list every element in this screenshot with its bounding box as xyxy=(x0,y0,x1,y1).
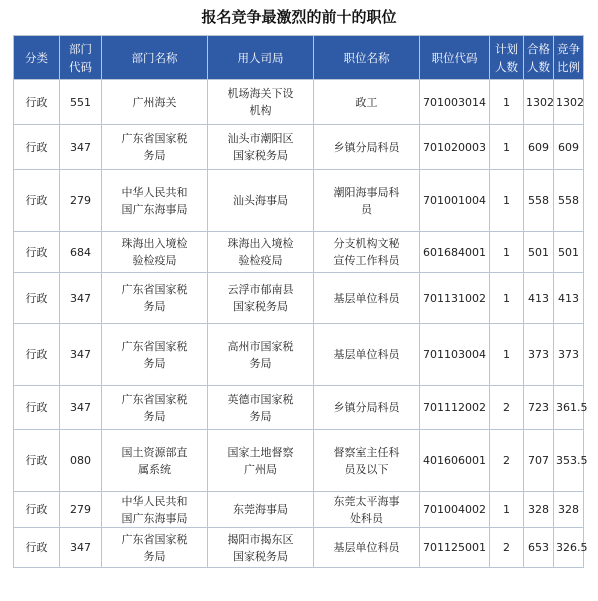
table-cell: 高州市国家税 务局 xyxy=(208,324,314,386)
table-cell: 413 xyxy=(554,273,584,324)
table-cell: 1 xyxy=(490,273,524,324)
table-cell: 广东省国家税 务局 xyxy=(102,125,208,170)
table-cell: 珠海出入境检 验检疫局 xyxy=(208,232,314,273)
table-cell: 653 xyxy=(524,528,554,568)
table-cell: 广东省国家税 务局 xyxy=(102,528,208,568)
table-cell: 机场海关下设 机构 xyxy=(208,80,314,125)
table-cell: 行政 xyxy=(14,273,60,324)
table-cell: 揭阳市揭东区 国家税务局 xyxy=(208,528,314,568)
table-cell: 乡镇分局科员 xyxy=(314,125,420,170)
table-cell: 行政 xyxy=(14,386,60,430)
table-cell: 行政 xyxy=(14,80,60,125)
column-header: 分类 xyxy=(14,36,60,80)
table-cell: 373 xyxy=(554,324,584,386)
table-cell: 723 xyxy=(524,386,554,430)
table-cell: 1302 xyxy=(524,80,554,125)
table-row xyxy=(14,492,584,528)
table-cell: 558 xyxy=(554,170,584,232)
table-cell: 广东省国家税 务局 xyxy=(102,324,208,386)
table-cell: 701001004 xyxy=(420,170,490,232)
table-cell: 328 xyxy=(554,492,584,528)
column-header: 竞争 比例 xyxy=(554,36,584,80)
table-cell: 2 xyxy=(490,528,524,568)
table-cell: 401606001 xyxy=(420,430,490,492)
table-cell: 501 xyxy=(524,232,554,273)
table-cell: 413 xyxy=(524,273,554,324)
table-cell: 326.5 xyxy=(554,528,584,568)
table-row xyxy=(14,324,584,386)
table-cell: 684 xyxy=(60,232,102,273)
table-row xyxy=(14,430,584,492)
table-cell: 东莞太平海事 处科员 xyxy=(314,492,420,528)
table-cell: 行政 xyxy=(14,324,60,386)
table-cell: 328 xyxy=(524,492,554,528)
table-cell: 国家土地督察 广州局 xyxy=(208,430,314,492)
table-cell: 英德市国家税 务局 xyxy=(208,386,314,430)
table-cell: 701125001 xyxy=(420,528,490,568)
table-cell: 609 xyxy=(524,125,554,170)
table-cell: 潮阳海事局科 员 xyxy=(314,170,420,232)
table-cell: 珠海出入境检 验检疫局 xyxy=(102,232,208,273)
table-cell: 行政 xyxy=(14,528,60,568)
table-row xyxy=(14,273,584,324)
column-header: 合格 人数 xyxy=(524,36,554,80)
table-cell: 1 xyxy=(490,324,524,386)
table-header-row xyxy=(14,36,584,80)
table-cell: 1 xyxy=(490,125,524,170)
table-cell: 501 xyxy=(554,232,584,273)
table-row xyxy=(14,232,584,273)
table-cell: 361.5 xyxy=(554,386,584,430)
table-cell: 分支机构文秘 宣传工作科员 xyxy=(314,232,420,273)
table-row xyxy=(14,170,584,232)
table-cell: 东莞海事局 xyxy=(208,492,314,528)
table-row xyxy=(14,386,584,430)
column-header: 计划 人数 xyxy=(490,36,524,80)
table-cell: 373 xyxy=(524,324,554,386)
table-cell: 广东省国家税 务局 xyxy=(102,386,208,430)
table-cell: 行政 xyxy=(14,430,60,492)
table-cell: 551 xyxy=(60,80,102,125)
table-body xyxy=(14,80,588,568)
table-cell: 1 xyxy=(490,80,524,125)
column-header: 部门名称 xyxy=(102,36,208,80)
table-row xyxy=(14,80,584,125)
table-cell: 汕头海事局 xyxy=(208,170,314,232)
column-header: 用人司局 xyxy=(208,36,314,80)
table-cell: 行政 xyxy=(14,125,60,170)
table-cell: 347 xyxy=(60,528,102,568)
table-cell: 080 xyxy=(60,430,102,492)
table-cell: 汕头市潮阳区 国家税务局 xyxy=(208,125,314,170)
table-cell: 2 xyxy=(490,430,524,492)
table-cell: 基层单位科员 xyxy=(314,273,420,324)
table-cell: 广州海关 xyxy=(102,80,208,125)
table-cell: 347 xyxy=(60,324,102,386)
table-cell: 707 xyxy=(524,430,554,492)
table-cell: 353.5 xyxy=(554,430,584,492)
table-cell: 基层单位科员 xyxy=(314,324,420,386)
table-cell: 云浮市郁南县 国家税务局 xyxy=(208,273,314,324)
table-cell: 609 xyxy=(554,125,584,170)
column-header: 职位代码 xyxy=(420,36,490,80)
table-row xyxy=(14,528,584,568)
page-title: 报名竞争最激烈的前十的职位 xyxy=(201,8,397,26)
table-cell: 乡镇分局科员 xyxy=(314,386,420,430)
table-cell: 347 xyxy=(60,273,102,324)
table-cell: 1302 xyxy=(554,80,584,125)
table-cell: 行政 xyxy=(14,232,60,273)
table-cell: 中华人民共和 国广东海事局 xyxy=(102,170,208,232)
table-cell: 行政 xyxy=(14,492,60,528)
table-cell: 701131002 xyxy=(420,273,490,324)
table-cell: 279 xyxy=(60,170,102,232)
table-cell: 行政 xyxy=(14,170,60,232)
table-cell: 701004002 xyxy=(420,492,490,528)
table-cell: 558 xyxy=(524,170,554,232)
column-header: 职位名称 xyxy=(314,36,420,80)
table-cell: 广东省国家税 务局 xyxy=(102,273,208,324)
positions-table xyxy=(13,35,588,568)
table-row xyxy=(14,125,584,170)
table-cell: 347 xyxy=(60,125,102,170)
table-cell: 601684001 xyxy=(420,232,490,273)
table-cell: 701103004 xyxy=(420,324,490,386)
table-cell: 347 xyxy=(60,386,102,430)
table-cell: 政工 xyxy=(314,80,420,125)
table-cell: 701003014 xyxy=(420,80,490,125)
table-cell: 279 xyxy=(60,492,102,528)
table-cell: 2 xyxy=(490,386,524,430)
table-cell: 1 xyxy=(490,232,524,273)
table-cell: 国土资源部直 属系统 xyxy=(102,430,208,492)
table-cell: 督察室主任科 员及以下 xyxy=(314,430,420,492)
column-header: 部门 代码 xyxy=(60,36,102,80)
table-cell: 1 xyxy=(490,492,524,528)
table-cell: 中华人民共和 国广东海事局 xyxy=(102,492,208,528)
table-cell: 基层单位科员 xyxy=(314,528,420,568)
table-cell: 701112002 xyxy=(420,386,490,430)
table-cell: 1 xyxy=(490,170,524,232)
table-cell: 701020003 xyxy=(420,125,490,170)
